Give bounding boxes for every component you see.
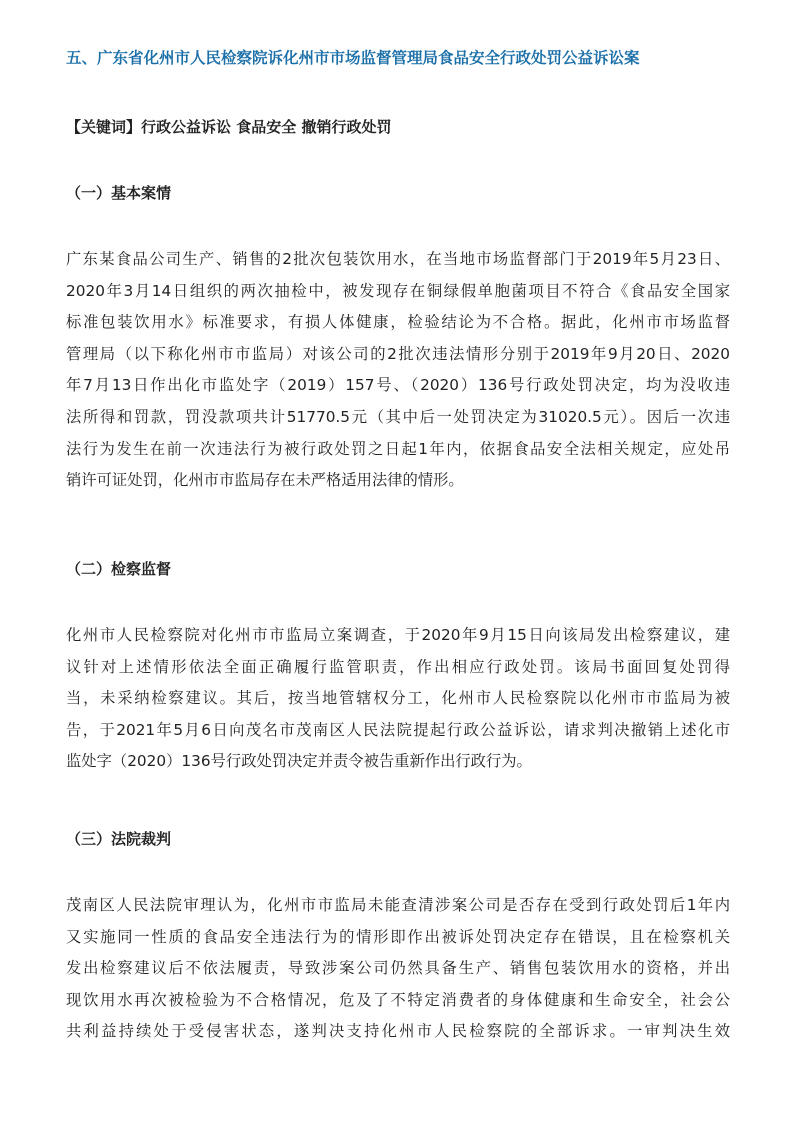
paragraph-line: 又实施同一性质的食品安全违法行为的情形即作出被诉处罚决定存在错误，且在检察机关 [66,927,730,946]
paragraph-line: 2020年3月14日组织的两次抽检中，被发现存在铜绿假单胞菌项目不符合《食品安全国家 [66,281,730,300]
section-body-procuratorial-supervision [66,620,730,778]
paragraph-line: 管理局（以下称化州市市监局）对该公司的2批次违法情形分别于2019年9月20日、2020 [66,344,730,363]
section-heading-procuratorial-supervision: （二）检察监督 [66,560,172,578]
section-body-court-ruling [66,890,730,1048]
paragraph-line: 化州市人民检察院对化州市市监局立案调查，于2020年9月15日向该局发出检察建议，建 [66,626,730,644]
section-heading-basic-facts: （一）基本案情 [66,184,172,202]
case-title: 五、广东省化州市人民检察院诉化州市市场监督管理局食品安全行政处罚公益诉讼案 [66,49,640,67]
paragraph-line: 当，未采纳检察建议。其后，按当地管辖权分工，化州市人民检察院以化州市市监局为被 [66,689,730,708]
paragraph-line: 告，于2021年5月6日向茂名市茂南区人民法院提起行政公益诉讼，请求判决撤销上述化市 [66,720,730,739]
paragraph-line: 现饮用水再次被检验为不合格情况，危及了不特定消费者的身体健康和生命安全，社会公 [66,990,730,1009]
paragraph-line: 年7月13日作出化市监处字（2019）157号、（2020）136号行政处罚决定，均为没收违 [66,376,730,395]
keywords-line: 【关键词】行政公益诉讼 食品安全 撤销行政处罚 [66,118,392,136]
paragraph-line: 议针对上述情形依法全面正确履行监管职责，作出相应行政处罚。该局书面回复处罚得 [66,657,730,676]
paragraph-line: 茂南区人民法院审理认为，化州市市监局未能查清涉案公司是否存在受到行政处罚后1年内 [66,896,730,914]
section-body-basic-facts [66,244,730,497]
paragraph-line: 销许可证处罚，化州市市监局存在未严格适用法律的情形。 [66,471,464,490]
paragraph-line: 监处字（2020）136号行政处罚决定并责令被告重新作出行政行为。 [66,752,532,771]
paragraph-line: 广东某食品公司生产、销售的2批次包装饮用水，在当地市场监督部门于2019年5月23日、 [66,250,730,268]
paragraph-line: 法所得和罚款，罚没款项共计51770.5元（其中后一处罚决定为31020.5元）。因后一次违 [66,407,730,426]
paragraph-line: 法行为发生在前一次违法行为被行政处罚之日起1年内，依据食品安全法相关规定，应处吊 [66,439,730,458]
paragraph-line: 标准包装饮用水》标准要求，有损人体健康，检验结论为不合格。据此，化州市市场监督 [66,313,730,332]
paragraph-line: 发出检察建议后不依法履责，导致涉案公司仍然具备生产、销售包装饮用水的资格，并出 [66,959,730,978]
paragraph-line: 共利益持续处于受侵害状态，遂判决支持化州市人民检察院的全部诉求。一审判决生效 [66,1022,730,1041]
section-heading-court-ruling: （三）法院裁判 [66,830,172,848]
